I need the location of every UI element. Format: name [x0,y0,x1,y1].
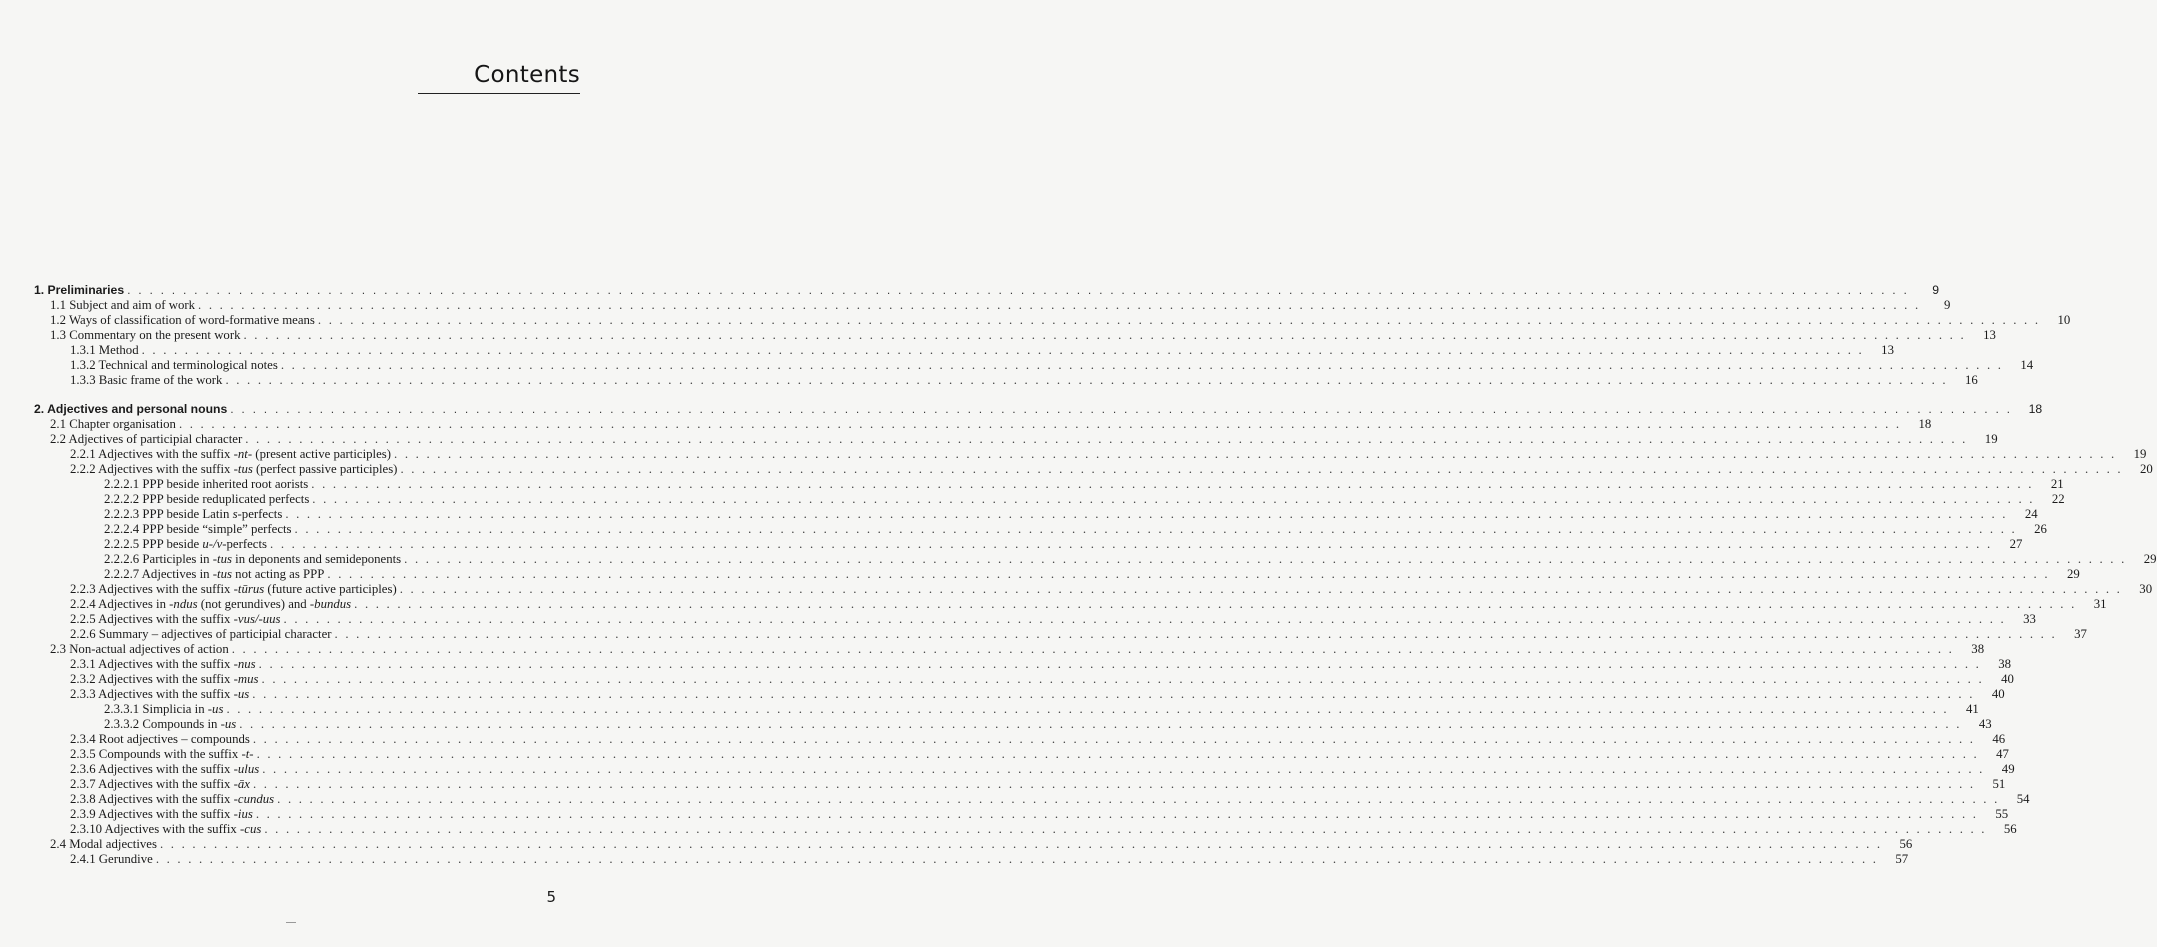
toc-entry-label: 2.3.3 Adjectives with the suffix -us [70,687,250,701]
dot-leader: . . . . . . . . . . . . . . . . . . . . . . . . . . . . . . . . . . . . . . . . . . . . . . . . . . . . . . . . . . . . . . . . . . . . . . . . . . . . . . . . . . . . . . . . . . . . . . . . . . . . . . . . . . . . . . . . . . . . . . . . . . . . . . . . . . . . . . . . . . . . . . . . . . . . . . . . . . . . . . . . [258,657,1982,671]
toc-entry [104,567,2080,582]
toc-entry [70,612,2036,627]
toc-entry-label: 2. Adjectives and personal nouns [34,402,228,416]
toc-entry-label: 2.4.1 Gerundive [70,852,153,866]
toc-entry-label: 1.2 Ways of classification of word-formative means [50,313,315,327]
dot-leader: . . . . . . . . . . . . . . . . . . . . . . . . . . . . . . . . . . . . . . . . . . . . . . . . . . . . . . . . . . . . . . . . . . . . . . . . . . . . . . . . . . . . . . . . . . . . . . . . . . . . . . . . . . . . . . . . . . . . . . . . . . . . . . . . . . . . . . . . . . . . . . . . . . . . . . . . . . . . . . . . [245,432,1968,446]
toc-entry-page: 27 [2009,537,2023,551]
toc-entry-label: 1. Preliminaries [34,283,125,297]
toc-entry [104,552,2157,567]
toc-entry-page: 18 [2028,402,2043,416]
toc-entry [70,807,2009,822]
dot-leader: . . . . . . . . . . . . . . . . . . . . . . . . . . . . . . . . . . . . . . . . . . . . . . . . . . . . . . . . . . . . . . . . . . . . . . . . . . . . . . . . . . . . . . . . . . . . . . . . . . . . . . . . . . . . . . . . . . . . . . . . . . . . . . . . . . . . . . . . . . . . . . . . . . . . . . . . . . . . . . . . [283,612,2006,626]
toc-entry-label: 2.2.2.2 PPP beside reduplicated perfects [104,492,310,506]
toc-entry [104,522,2047,537]
toc-entry [70,732,2006,747]
toc-entry-label: 2.2.2.4 PPP beside “simple” perfects [104,522,292,536]
toc-entry-label: 2.4 Modal adjectives [50,837,157,851]
toc-entry-label: 2.2.3 Adjectives with the suffix -tūrus (future active participles) [70,582,397,596]
toc-entry-page: 29 [2143,552,2157,566]
toc-entry [50,642,1985,657]
toc-entry-label: 2.2.6 Summary – adjectives of participial character [70,627,332,641]
dot-leader: . . . . . . . . . . . . . . . . . . . . . . . . . . . . . . . . . . . . . . . . . . . . . . . . . . . . . . . . . . . . . . . . . . . . . . . . . . . . . . . . . . . . . . . . . . . . . . . . . . . . . . . . . . . . . . . . . . . . . . . . . . . . . . . . . . . . . . . . . . . . . . . . . . . . . . . . . . . . . . . . [239,717,1962,731]
toc-entry-page: 54 [2016,792,2030,806]
toc-entry-label: 2.3.7 Adjectives with the suffix -āx [70,777,250,791]
toc-entry [70,792,2030,807]
toc-entry-page: 57 [1895,852,1909,866]
toc-entry-label: 2.2.5 Adjectives with the suffix -vus/-uus [70,612,281,626]
dot-leader: . . . . . . . . . . . . . . . . . . . . . . . . . . . . . . . . . . . . . . . . . . . . . . . . . . . . . . . . . . . . . . . . . . . . . . . . . . . . . . . . . . . . . . . . . . . . . . . . . . . . . . . . . . . . . . . . . . . . . . . . . . . . . . . . . . . . . . . . . . . . . . . . . . . . . . . . . . . . . . . . [155,852,1879,866]
toc-entry-page: 47 [1996,747,2009,761]
toc-entry-label: 2.2.2.1 PPP beside inherited root aorists [104,477,309,491]
dot-leader: . . . . . . . . . . . . . . . . . . . . . . . . . . . . . . . . . . . . . . . . . . . . . . . . . . . . . . . . . . . . . . . . . . . . . . . . . . . . . . . . . . . . . . . . . . . . . . . . . . . . . . . . . . . . . . . . . . . . . . . . . . . . . . . . . . . . . . . . . . . . . . . . . . . . . . . . . . . . . . . . [317,313,2041,327]
dot-leader: . . . . . . . . . . . . . . . . . . . . . . . . . . . . . . . . . . . . . . . . . . . . . . . . . . . . . . . . . . . . . . . . . . . . . . . . . . . . . . . . . . . . . . . . . . . . . . . . . . . . . . . . . . . . . . . . . . . . . . . . . . . . . . . . . . . . . . . . . . . . . . . . . . . . . . . . . . . . . . . . [354,597,2077,611]
toc-entry [104,702,1979,717]
dot-leader: . . . . . . . . . . . . . . . . . . . . . . . . . . . . . . . . . . . . . . . . . . . . . . . . . . . . . . . . . . . . . . . . . . . . . . . . . . . . . . . . . . . . . . . . . . . . . . . . . . . . . . . . . . . . . . . . . . . . . . . . . . . . . . . . . . . . . . . . . . . . . . . . . . . . . . . . . . . . . . . . [252,687,1975,701]
toc-entry-label: 2.2.2 Adjectives with the suffix -tus (perfect passive participles) [70,462,398,476]
toc-entry-page: 55 [1995,807,2009,821]
dot-leader: . . . . . . . . . . . . . . . . . . . . . . . . . . . . . . . . . . . . . . . . . . . . . . . . . . . . . . . . . . . . . . . . . . . . . . . . . . . . . . . . . . . . . . . . . . . . . . . . . . . . . . . . . . . . . . . . . . . . . . . . . . . . . . . . . . . . . . . . . . . . . . . . . . . . . . . . . . . . . . . . [231,642,1955,656]
dot-leader: . . . . . . . . . . . . . . . . . . . . . . . . . . . . . . . . . . . . . . . . . . . . . . . . . . . . . . . . . . . . . . . . . . . . . . . . . . . . . . . . . . . . . . . . . . . . . . . . . . . . . . . . . . . . . . . . . . . . . . . . . . . . . . . . . . . . . . . . . . . . . . . . . . . . . . . . . . . . . . . . [404,552,2127,566]
toc-entry-page: 43 [1978,717,1992,731]
dot-leader: . . . . . . . . . . . . . . . . . . . . . . . . . . . . . . . . . . . . . . . . . . . . . . . . . . . . . . . . . . . . . . . . . . . . . . . . . . . . . . . . . . . . . . . . . . . . . . . . . . . . . . . . . . . . . . . . . . . . . . . . . . . . . . . . . . . . . . . . . . . . . . . . . . . . . . . . . . . . . . . . [327,567,2050,581]
toc-entry [70,597,2107,612]
toc-entry-page: 26 [2034,522,2047,536]
toc-entry [70,762,2015,777]
toc-entry [50,328,1996,343]
toc-entry-label: 1.3.1 Method [70,343,139,357]
dot-leader: . . . . . . . . . . . . . . . . . . . . . . . . . . . . . . . . . . . . . . . . . . . . . . . . . . . . . . . . . . . . . . . . . . . . . . . . . . . . . . . . . . . . . . . . . . . . . . . . . . . . . . . . . . . . . . . . . . . . . . . . . . . . . . . . . . . . . . . . . . . . . . . . . . . . . . . . . . . . . . . . [270,537,1993,551]
toc-entry [70,343,1894,358]
toc-entry-label: 1.3 Commentary on the present work [50,328,241,342]
toc-entry [50,313,2071,328]
toc-entry [104,477,2064,492]
dot-leader: . . . . . . . . . . . . . . . . . . . . . . . . . . . . . . . . . . . . . . . . . . . . . . . . . . . . . . . . . . . . . . . . . . . . . . . . . . . . . . . . . . . . . . . . . . . . . . . . . . . . . . . . . . . . . . . . . . . . . . . . . . . . . . . . . . . . . . . . . . . . . . . . . . . . . . . . . . . . . . . . [252,777,1976,791]
toc-entry-page: 33 [2023,612,2036,626]
page-number: 5 [546,888,556,906]
toc-entry [70,687,2005,702]
toc-chapter-entry [34,283,1940,298]
toc-entry [70,462,2153,477]
toc-entry [70,747,2009,762]
dot-leader: . . . . . . . . . . . . . . . . . . . . . . . . . . . . . . . . . . . . . . . . . . . . . . . . . . . . . . . . . . . . . . . . . . . . . . . . . . . . . . . . . . . . . . . . . . . . . . . . . . . . . . . . . . . . . . . . . . . . . . . . . . . . . . . . . . . . . . . . . . . . . . . . . . . . . . . . . . . . . . . . [141,343,1864,357]
dot-leader: . . . . . . . . . . . . . . . . . . . . . . . . . . . . . . . . . . . . . . . . . . . . . . . . . . . . . . . . . . . . . . . . . . . . . . . . . . . . . . . . . . . . . . . . . . . . . . . . . . . . . . . . . . . . . . . . . . . . . . . . . . . . . . . . . . . . . . . . . . . . . . . . . . . . . . . . . . . . . . . . [312,492,2035,506]
toc-entry-label: 1.1 Subject and aim of work [50,298,196,312]
toc-entry [70,777,2006,792]
toc-entry-page: 16 [1965,373,1978,387]
dot-leader: . . . . . . . . . . . . . . . . . . . . . . . . . . . . . . . . . . . . . . . . . . . . . . . . . . . . . . . . . . . . . . . . . . . . . . . . . . . . . . . . . . . . . . . . . . . . . . . . . . . . . . . . . . . . . . . . . . . . . . . . . . . . . . . . . . . . . . . . . . . . . . . . . . . . . . . . . . . . . . . . [159,837,1883,851]
toc-entry-page: 51 [1992,777,2006,791]
toc-entry-label: 2.3.1 Adjectives with the suffix -nus [70,657,256,671]
dot-leader: . . . . . . . . . . . . . . . . . . . . . . . . . . . . . . . . . . . . . . . . . . . . . . . . . . . . . . . . . . . . . . . . . . . . . . . . . . . . . . . . . . . . . . . . . . . . . . . . . . . . . . . . . . . . . . . . . . . . . . . . . . . . . . . . . . . . . . . . . . . . . . . . . . . . . . . . . . . . . . . . [252,732,1976,746]
toc-entry-label: 2.3.6 Adjectives with the suffix -ulus [70,762,260,776]
toc-entry-label: 2.2.4 Adjectives in -ndus (not gerundives) and -bundus [70,597,352,611]
toc-entry [70,447,2147,462]
dot-leader: . . . . . . . . . . . . . . . . . . . . . . . . . . . . . . . . . . . . . . . . . . . . . . . . . . . . . . . . . . . . . . . . . . . . . . . . . . . . . . . . . . . . . . . . . . . . . . . . . . . . . . . . . . . . . . . . . . . . . . . . . . . . . . . . . . . . . . . . . . . . . . . . . . . . . . . . . . . . . . . . [255,807,1979,821]
toc-entry-label: 1.3.3 Basic frame of the work [70,373,223,387]
toc-entry-label: 2.3.3.1 Simplicia in -us [104,702,224,716]
toc-entry [70,627,2087,642]
dot-leader: . . . . . . . . . . . . . . . . . . . . . . . . . . . . . . . . . . . . . . . . . . . . . . . . . . . . . . . . . . . . . . . . . . . . . . . . . . . . . . . . . . . . . . . . . . . . . . . . . . . . . . . . . . . . . . . . . . . . . . . . . . . . . . . . . . . . . . . . . . . . . . . . . . . . . . . . . . . . . . . . [178,417,1902,431]
toc-entry-page: 20 [2140,462,2153,476]
toc-entry-page: 19 [2133,447,2147,461]
toc-entry [104,537,2023,552]
toc-entry-label: 2.3.8 Adjectives with the suffix -cundus [70,792,275,806]
toc-entry-label: 2.2.2.3 PPP beside Latin s-perfects [104,507,283,521]
dot-leader: . . . . . . . . . . . . . . . . . . . . . . . . . . . . . . . . . . . . . . . . . . . . . . . . . . . . . . . . . . . . . . . . . . . . . . . . . . . . . . . . . . . . . . . . . . . . . . . . . . . . . . . . . . . . . . . . . . . . . . . . . . . . . . . . . . . . . . . . . . . . . . . . . . . . . . . . . . . . . . . . [280,358,2004,372]
dot-leader: . . . . . . . . . . . . . . . . . . . . . . . . . . . . . . . . . . . . . . . . . . . . . . . . . . . . . . . . . . . . . . . . . . . . . . . . . . . . . . . . . . . . . . . . . . . . . . . . . . . . . . . . . . . . . . . . . . . . . . . . . . . . . . . . . . . . . . . . . . . . . . . . . . . . . . . . . . . . . . . . [256,747,1979,761]
toc-entry-page: 46 [1992,732,2006,746]
dot-leader: . . . . . . . . . . . . . . . . . . . . . . . . . . . . . . . . . . . . . . . . . . . . . . . . . . . . . . . . . . . . . . . . . . . . . . . . . . . . . . . . . . . . . . . . . . . . . . . . . . . . . . . . . . . . . . . . . . . . . . . . . . . . . . . . . . . . . . . . . . . . . . . . . . . . . . . . . . . . . . . . [262,762,1985,776]
toc-chapter-entry [34,402,2043,417]
toc-entry [50,417,1932,432]
toc-entry-label: 2.3.2 Adjectives with the suffix -mus [70,672,259,686]
toc-entry-page: 9 [1932,283,1940,297]
dot-leader: . . . . . . . . . . . . . . . . . . . . . . . . . . . . . . . . . . . . . . . . . . . . . . . . . . . . . . . . . . . . . . . . . . . . . . . . . . . . . . . . . . . . . . . . . . . . . . . . . . . . . . . . . . . . . . . . . . . . . . . . . . . . . . . . . . . . . . . . . . . . . . . . . . . . . . . . . . . . . . . . [285,507,2008,521]
toc-entry-label: 2.3.9 Adjectives with the suffix -ius [70,807,253,821]
toc-entry-label: 2.2.2.7 Adjectives in -tus not acting as PPP [104,567,325,581]
toc-entry-label: 1.3.2 Technical and terminological notes [70,358,278,372]
toc-entry [70,822,2017,837]
toc-entry [50,298,1951,313]
dot-leader: . . . . . . . . . . . . . . . . . . . . . . . . . . . . . . . . . . . . . . . . . . . . . . . . . . . . . . . . . . . . . . . . . . . . . . . . . . . . . . . . . . . . . . . . . . . . . . . . . . . . . . . . . . . . . . . . . . . . . . . . . . . . . . . . . . . . . . . . . . . . . . . . . . . . . . . . . . . . . . . . [127,283,1910,297]
dot-leader: . . . . . . . . . . . . . . . . . . . . . . . . . . . . . . . . . . . . . . . . . . . . . . . . . . . . . . . . . . . . . . . . . . . . . . . . . . . . . . . . . . . . . . . . . . . . . . . . . . . . . . . . . . . . . . . . . . . . . . . . . . . . . . . . . . . . . . . . . . . . . . . . . . . . . . . . . . . . . . . . [230,402,2013,416]
scan-mark [286,922,296,923]
toc-entry-page: 18 [1918,417,1932,431]
toc-entry-page: 37 [2074,627,2087,641]
toc-entry [104,717,1992,732]
toc-entry-label: 2.3.5 Compounds with the suffix -t- [70,747,254,761]
toc-entry-page: 31 [2093,597,2107,611]
dot-leader: . . . . . . . . . . . . . . . . . . . . . . . . . . . . . . . . . . . . . . . . . . . . . . . . . . . . . . . . . . . . . . . . . . . . . . . . . . . . . . . . . . . . . . . . . . . . . . . . . . . . . . . . . . . . . . . . . . . . . . . . . . . . . . . . . . . . . . . . . . . . . . . . . . . . . . . . . . . . . . . . [225,373,1948,387]
toc-entry-page: 22 [2051,492,2065,506]
toc-entry-label: 2.3.4 Root adjectives – compounds [70,732,250,746]
toc-entry [104,492,2065,507]
dot-leader: . . . . . . . . . . . . . . . . . . . . . . . . . . . . . . . . . . . . . . . . . . . . . . . . . . . . . . . . . . . . . . . . . . . . . . . . . . . . . . . . . . . . . . . . . . . . . . . . . . . . . . . . . . . . . . . . . . . . . . . . . . . . . . . . . . . . . . . . . . . . . . . . . . . . . . . . . . . . . . . . [243,328,1966,342]
toc-entry-page: 19 [1984,432,1998,446]
toc-entry-page: 49 [2001,762,2015,776]
dot-leader: . . . . . . . . . . . . . . . . . . . . . . . . . . . . . . . . . . . . . . . . . . . . . . . . . . . . . . . . . . . . . . . . . . . . . . . . . . . . . . . . . . . . . . . . . . . . . . . . . . . . . . . . . . . . . . . . . . . . . . . . . . . . . . . . . . . . . . . . . . . . . . . . . . . . . . . . . . . . . . . . [264,822,1987,836]
toc-entry-label: 2.1 Chapter organisation [50,417,176,431]
toc-entry-label: 2.2.1 Adjectives with the suffix -nt- (present active participles) [70,447,392,461]
dot-leader: . . . . . . . . . . . . . . . . . . . . . . . . . . . . . . . . . . . . . . . . . . . . . . . . . . . . . . . . . . . . . . . . . . . . . . . . . . . . . . . . . . . . . . . . . . . . . . . . . . . . . . . . . . . . . . . . . . . . . . . . . . . . . . . . . . . . . . . . . . . . . . . . . . . . . . . . . . . . . . . . [261,672,1984,686]
toc-entry-page: 30 [2139,582,2153,596]
dot-leader: . . . . . . . . . . . . . . . . . . . . . . . . . . . . . . . . . . . . . . . . . . . . . . . . . . . . . . . . . . . . . . . . . . . . . . . . . . . . . . . . . . . . . . . . . . . . . . . . . . . . . . . . . . . . . . . . . . . . . . . . . . . . . . . . . . . . . . . . . . . . . . . . . . . . . . . . . . . . . . . . [311,477,2034,491]
toc-entry-page: 29 [2066,567,2080,581]
dot-leader: . . . . . . . . . . . . . . . . . . . . . . . . . . . . . . . . . . . . . . . . . . . . . . . . . . . . . . . . . . . . . . . . . . . . . . . . . . . . . . . . . . . . . . . . . . . . . . . . . . . . . . . . . . . . . . . . . . . . . . . . . . . . . . . . . . . . . . . . . . . . . . . . . . . . . . . . . . . . . . . . [198,298,1921,312]
toc-entry-page: 56 [2003,822,2017,836]
toc-entry [70,373,1978,388]
toc-entry-page: 40 [1991,687,2005,701]
toc-entry-label: 2.3.10 Adjectives with the suffix -cus [70,822,262,836]
dot-leader: . . . . . . . . . . . . . . . . . . . . . . . . . . . . . . . . . . . . . . . . . . . . . . . . . . . . . . . . . . . . . . . . . . . . . . . . . . . . . . . . . . . . . . . . . . . . . . . . . . . . . . . . . . . . . . . . . . . . . . . . . . . . . . . . . . . . . . . . . . . . . . . . . . . . . . . . . . . . . . . . [400,462,2123,476]
toc-entry-page: 40 [2001,672,2014,686]
dot-leader: . . . . . . . . . . . . . . . . . . . . . . . . . . . . . . . . . . . . . . . . . . . . . . . . . . . . . . . . . . . . . . . . . . . . . . . . . . . . . . . . . . . . . . . . . . . . . . . . . . . . . . . . . . . . . . . . . . . . . . . . . . . . . . . . . . . . . . . . . . . . . . . . . . . . . . . . . . . . . . . . [226,702,1949,716]
toc-entry-page: 13 [1983,328,1996,342]
toc-entry [70,657,2012,672]
toc-entry-page: 14 [2020,358,2034,372]
toc-entry-page: 24 [2024,507,2038,521]
toc-entry [70,672,2014,687]
toc-entry [70,358,2034,373]
toc-entry [50,837,1913,852]
toc-entry-page: 38 [1998,657,2012,671]
toc-entry-page: 56 [1899,837,1913,851]
dot-leader: . . . . . . . . . . . . . . . . . . . . . . . . . . . . . . . . . . . . . . . . . . . . . . . . . . . . . . . . . . . . . . . . . . . . . . . . . . . . . . . . . . . . . . . . . . . . . . . . . . . . . . . . . . . . . . . . . . . . . . . . . . . . . . . . . . . . . . . . . . . . . . . . . . . . . . . . . . . . . . . . [394,447,2117,461]
dot-leader: . . . . . . . . . . . . . . . . . . . . . . . . . . . . . . . . . . . . . . . . . . . . . . . . . . . . . . . . . . . . . . . . . . . . . . . . . . . . . . . . . . . . . . . . . . . . . . . . . . . . . . . . . . . . . . . . . . . . . . . . . . . . . . . . . . . . . . . . . . . . . . . . . . . . . . . . . . . . . . . . [334,627,2057,641]
page-title: Contents [474,62,580,88]
toc-entry-label: 2.3.3.2 Compounds in -us [104,717,237,731]
dot-leader: . . . . . . . . . . . . . . . . . . . . . . . . . . . . . . . . . . . . . . . . . . . . . . . . . . . . . . . . . . . . . . . . . . . . . . . . . . . . . . . . . . . . . . . . . . . . . . . . . . . . . . . . . . . . . . . . . . . . . . . . . . . . . . . . . . . . . . . . . . . . . . . . . . . . . . . . . . . . . . . . [294,522,2017,536]
toc-entry-page: 13 [1881,343,1894,357]
toc-entry [104,507,2038,522]
toc-entry [50,432,1998,447]
toc-entry-page: 10 [2057,313,2071,327]
toc-entry-page: 9 [1943,298,1951,312]
dot-leader: . . . . . . . . . . . . . . . . . . . . . . . . . . . . . . . . . . . . . . . . . . . . . . . . . . . . . . . . . . . . . . . . . . . . . . . . . . . . . . . . . . . . . . . . . . . . . . . . . . . . . . . . . . . . . . . . . . . . . . . . . . . . . . . . . . . . . . . . . . . . . . . . . . . . . . . . . . . . . . . . [277,792,2000,806]
toc-entry-page: 41 [1966,702,1979,716]
toc-entry-page: 38 [1971,642,1985,656]
toc-entry [70,852,1909,867]
toc-entry [70,582,2153,597]
toc-entry-page: 21 [2050,477,2064,491]
dot-leader: . . . . . . . . . . . . . . . . . . . . . . . . . . . . . . . . . . . . . . . . . . . . . . . . . . . . . . . . . . . . . . . . . . . . . . . . . . . . . . . . . . . . . . . . . . . . . . . . . . . . . . . . . . . . . . . . . . . . . . . . . . . . . . . . . . . . . . . . . . . . . . . . . . . . . . . . . . . . . . . . [399,582,2123,596]
toc-entry-label: 2.2.2.6 Participles in -tus in deponents and semideponents [104,552,402,566]
toc-entry-label: 2.2.2.5 PPP beside u-/v-perfects [104,537,268,551]
toc-entry-label: 2.3 Non-actual adjectives of action [50,642,229,656]
toc-entry-label: 2.2 Adjectives of participial character [50,432,243,446]
